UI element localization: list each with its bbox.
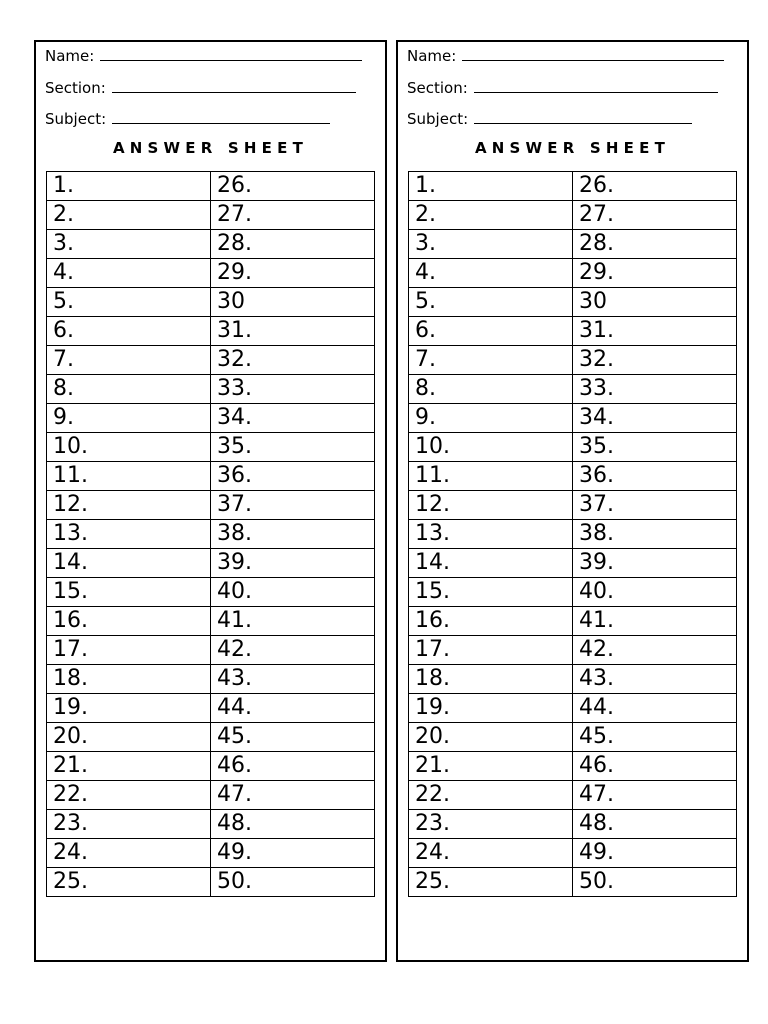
answer-number-cell: 44. <box>573 694 737 723</box>
answer-number-cell: 32. <box>211 346 375 375</box>
answer-number-cell: 15. <box>409 578 573 607</box>
answer-number-cell: 18. <box>47 665 211 694</box>
answer-number-cell: 15. <box>47 578 211 607</box>
name-field <box>45 46 362 65</box>
name-field <box>407 46 724 65</box>
answer-number-cell: 31. <box>211 317 375 346</box>
answer-number-cell: 23. <box>47 810 211 839</box>
answer-number-cell: 35. <box>211 433 375 462</box>
answer-number-cell: 50. <box>211 868 375 897</box>
answer-number-cell: 20. <box>409 723 573 752</box>
answer-number-cell: 20. <box>47 723 211 752</box>
answer-number-cell: 25. <box>409 868 573 897</box>
answer-row <box>409 520 737 549</box>
answer-number-cell: 27. <box>211 201 375 230</box>
answer-number-cell: 22. <box>409 781 573 810</box>
answer-number-cell: 6. <box>47 317 211 346</box>
subject-blank-line <box>474 109 692 124</box>
answer-row <box>409 868 737 897</box>
answer-row <box>409 172 737 201</box>
answer-number-cell: 41. <box>573 607 737 636</box>
section-blank-line <box>112 78 356 93</box>
name-label: Name: <box>45 47 95 65</box>
answer-row <box>47 839 375 868</box>
answer-row <box>47 781 375 810</box>
answer-number-cell: 17. <box>47 636 211 665</box>
answer-row <box>409 839 737 868</box>
answer-number-cell: 7. <box>409 346 573 375</box>
answer-number-cell: 11. <box>409 462 573 491</box>
answer-number-cell: 16. <box>47 607 211 636</box>
answer-number-cell: 34. <box>573 404 737 433</box>
answer-sheet-left <box>34 40 387 962</box>
answer-number-cell: 50. <box>573 868 737 897</box>
answer-row <box>47 607 375 636</box>
answer-row <box>47 578 375 607</box>
answer-row <box>409 288 737 317</box>
answer-row <box>409 259 737 288</box>
answer-number-cell: 40. <box>211 578 375 607</box>
answer-row <box>47 636 375 665</box>
section-label: Section: <box>407 79 468 97</box>
answer-number-cell: 24. <box>409 839 573 868</box>
answer-row <box>47 259 375 288</box>
answer-row <box>47 201 375 230</box>
answer-number-cell: 36. <box>211 462 375 491</box>
answer-number-cell: 41. <box>211 607 375 636</box>
answer-number-cell: 10. <box>409 433 573 462</box>
subject-blank-line <box>112 109 330 124</box>
answer-number-cell: 44. <box>211 694 375 723</box>
answer-number-cell: 21. <box>409 752 573 781</box>
answer-row <box>409 230 737 259</box>
answer-number-cell: 19. <box>409 694 573 723</box>
answer-number-cell: 28. <box>211 230 375 259</box>
answer-number-cell: 49. <box>573 839 737 868</box>
answer-number-cell: 38. <box>211 520 375 549</box>
answer-number-cell: 5. <box>409 288 573 317</box>
answer-number-cell: 16. <box>409 607 573 636</box>
sheet-title: ANSWER SHEET <box>474 139 670 157</box>
answer-number-cell: 29. <box>211 259 375 288</box>
answer-number-cell: 42. <box>211 636 375 665</box>
answer-number-cell: 2. <box>409 201 573 230</box>
answer-number-cell: 32. <box>573 346 737 375</box>
answer-number-cell: 42. <box>573 636 737 665</box>
section-field <box>407 78 718 97</box>
answer-number-cell: 2. <box>47 201 211 230</box>
answer-row <box>409 607 737 636</box>
answer-row <box>47 404 375 433</box>
subject-label: Subject: <box>45 110 107 128</box>
answer-number-cell: 22. <box>47 781 211 810</box>
name-blank-line <box>100 46 362 61</box>
answer-number-cell: 40. <box>573 578 737 607</box>
answer-number-cell: 47. <box>211 781 375 810</box>
answer-number-cell: 21. <box>47 752 211 781</box>
answer-number-cell: 39. <box>573 549 737 578</box>
answer-number-cell: 49. <box>211 839 375 868</box>
answer-row <box>47 694 375 723</box>
answer-number-cell: 19. <box>47 694 211 723</box>
answer-row <box>409 491 737 520</box>
answer-number-cell: 12. <box>47 491 211 520</box>
answer-number-cell: 30 <box>211 288 375 317</box>
answer-row <box>409 723 737 752</box>
answer-number-cell: 1. <box>409 172 573 201</box>
answer-number-cell: 8. <box>47 375 211 404</box>
answer-number-cell: 3. <box>409 230 573 259</box>
answer-row <box>47 491 375 520</box>
answer-number-cell: 48. <box>211 810 375 839</box>
answer-row <box>409 346 737 375</box>
answer-number-cell: 38. <box>573 520 737 549</box>
answer-number-cell: 14. <box>409 549 573 578</box>
answer-number-cell: 4. <box>409 259 573 288</box>
answer-number-cell: 26. <box>573 172 737 201</box>
answer-row <box>409 317 737 346</box>
answer-number-cell: 13. <box>409 520 573 549</box>
answer-number-cell: 43. <box>211 665 375 694</box>
answer-row <box>409 375 737 404</box>
answer-row <box>409 636 737 665</box>
answer-row <box>409 810 737 839</box>
answer-number-cell: 30 <box>573 288 737 317</box>
answer-row <box>409 781 737 810</box>
answer-number-cell: 46. <box>573 752 737 781</box>
answer-row <box>47 752 375 781</box>
answer-row <box>409 578 737 607</box>
answer-row <box>47 665 375 694</box>
answer-row <box>47 375 375 404</box>
answer-table <box>46 171 375 897</box>
answer-row <box>47 172 375 201</box>
answer-row <box>409 462 737 491</box>
answer-number-cell: 37. <box>211 491 375 520</box>
answer-row <box>47 868 375 897</box>
answer-number-cell: 25. <box>47 868 211 897</box>
answer-number-cell: 26. <box>211 172 375 201</box>
answer-number-cell: 35. <box>573 433 737 462</box>
answer-number-cell: 29. <box>573 259 737 288</box>
answer-number-cell: 9. <box>409 404 573 433</box>
answer-row <box>47 723 375 752</box>
answer-number-cell: 8. <box>409 375 573 404</box>
answer-row <box>47 520 375 549</box>
answer-number-cell: 9. <box>47 404 211 433</box>
answer-row <box>47 288 375 317</box>
name-label: Name: <box>407 47 457 65</box>
answer-number-cell: 18. <box>409 665 573 694</box>
answer-number-cell: 14. <box>47 549 211 578</box>
answer-number-cell: 48. <box>573 810 737 839</box>
answer-row <box>47 810 375 839</box>
answer-number-cell: 10. <box>47 433 211 462</box>
answer-number-cell: 1. <box>47 172 211 201</box>
section-label: Section: <box>45 79 106 97</box>
answer-number-cell: 43. <box>573 665 737 694</box>
answer-row <box>47 230 375 259</box>
answer-number-cell: 27. <box>573 201 737 230</box>
answer-sheet-right <box>396 40 749 962</box>
answer-number-cell: 3. <box>47 230 211 259</box>
answer-number-cell: 24. <box>47 839 211 868</box>
answer-row <box>409 433 737 462</box>
answer-row <box>409 201 737 230</box>
answer-number-cell: 45. <box>211 723 375 752</box>
answer-number-cell: 17. <box>409 636 573 665</box>
sheet-title: ANSWER SHEET <box>112 139 308 157</box>
answer-number-cell: 45. <box>573 723 737 752</box>
answer-row <box>47 346 375 375</box>
answer-number-cell: 31. <box>573 317 737 346</box>
answer-number-cell: 33. <box>211 375 375 404</box>
answer-number-cell: 37. <box>573 491 737 520</box>
answer-row <box>409 665 737 694</box>
subject-label: Subject: <box>407 110 469 128</box>
name-blank-line <box>462 46 724 61</box>
subject-field <box>407 109 692 128</box>
answer-row <box>47 317 375 346</box>
answer-row <box>409 752 737 781</box>
answer-number-cell: 12. <box>409 491 573 520</box>
answer-number-cell: 47. <box>573 781 737 810</box>
answer-row <box>409 404 737 433</box>
answer-row <box>47 433 375 462</box>
answer-number-cell: 46. <box>211 752 375 781</box>
answer-number-cell: 23. <box>409 810 573 839</box>
answer-row <box>47 462 375 491</box>
answer-number-cell: 5. <box>47 288 211 317</box>
answer-number-cell: 6. <box>409 317 573 346</box>
answer-number-cell: 36. <box>573 462 737 491</box>
answer-number-cell: 13. <box>47 520 211 549</box>
section-field <box>45 78 356 97</box>
answer-number-cell: 4. <box>47 259 211 288</box>
answer-number-cell: 34. <box>211 404 375 433</box>
answer-row <box>409 549 737 578</box>
answer-row <box>409 694 737 723</box>
section-blank-line <box>474 78 718 93</box>
answer-number-cell: 11. <box>47 462 211 491</box>
answer-row <box>47 549 375 578</box>
answer-number-cell: 7. <box>47 346 211 375</box>
answer-table <box>408 171 737 897</box>
subject-field <box>45 109 330 128</box>
answer-number-cell: 33. <box>573 375 737 404</box>
answer-number-cell: 28. <box>573 230 737 259</box>
answer-number-cell: 39. <box>211 549 375 578</box>
